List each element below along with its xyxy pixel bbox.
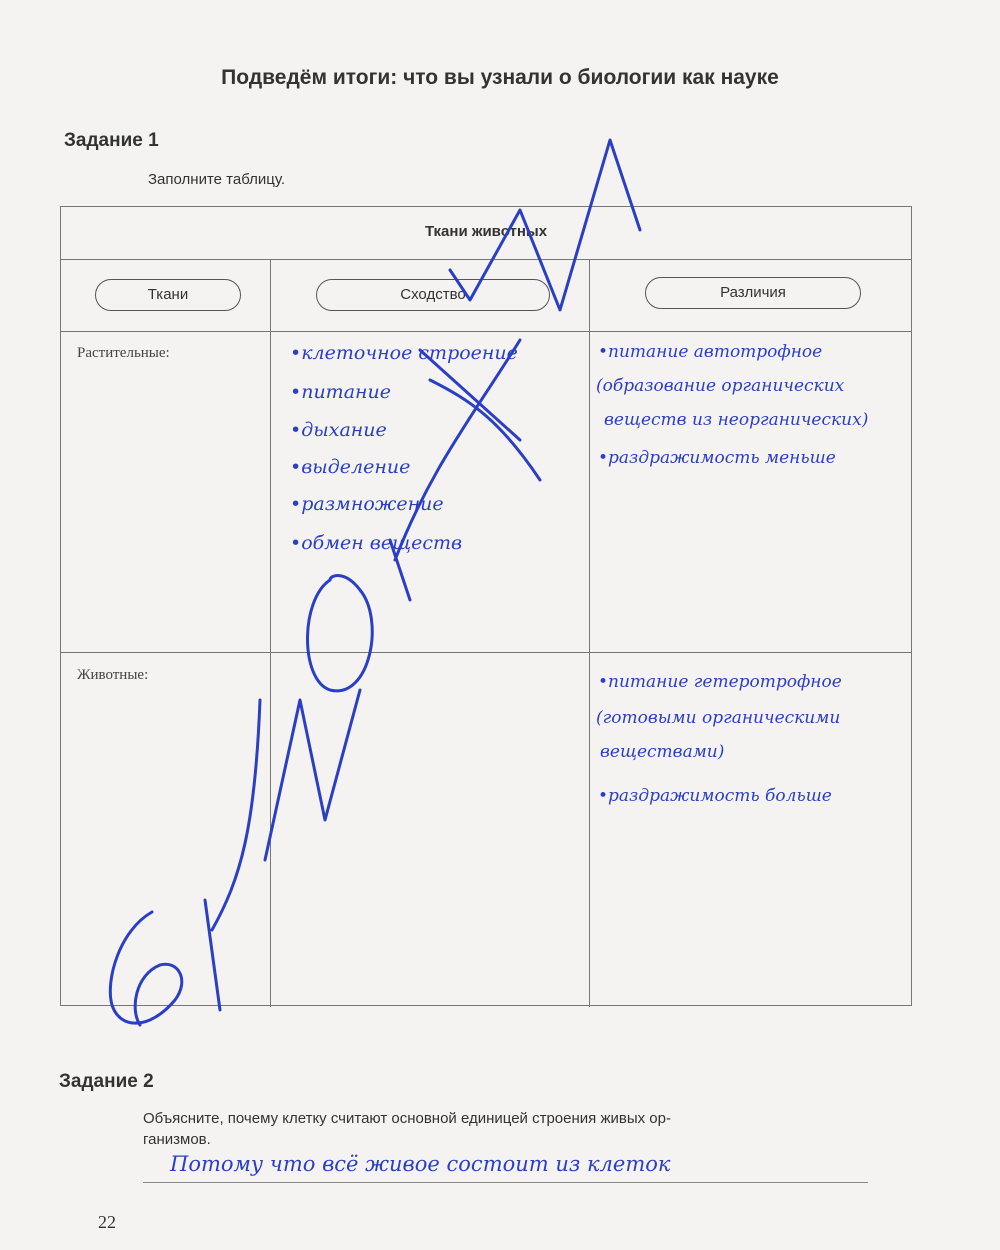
handwritten-difference: веществ из неорганических) [604,410,869,430]
handwritten-similarity: •дыхание [290,419,387,441]
task2-question-continued: ганизмов. [143,1131,211,1148]
handwritten-similarity: •обмен веществ [290,532,463,554]
page-title: Подведём итоги: что вы узнали о биологии как науке [221,66,779,89]
handwritten-difference: веществами) [600,742,725,762]
handwritten-difference: •питание гетеротрофное [598,672,842,692]
task1-heading: Задание 1 [64,130,159,151]
task2-heading: Задание 2 [59,1071,154,1092]
handwritten-similarity: •питание [290,381,392,403]
page-number: 22 [98,1212,116,1232]
column-header-tissues: Ткани [95,279,241,311]
row-label-animal: Животные: [77,667,149,683]
column-header-differences: Различия [645,277,861,309]
handwritten-difference: (образование органических [596,376,845,396]
handwritten-answer: Потому что всё живое состоит из клеток [170,1152,671,1176]
task1-instruction: Заполните таблицу. [148,171,286,188]
task2-question: Объясните, почему клетку считают основной единицей строения живых ор- [143,1110,671,1127]
handwritten-similarity: •клеточное строение [290,342,518,364]
handwritten-difference: •раздражимость больше [598,786,832,806]
table-title: Ткани животных [424,223,548,240]
column-header-similarity: Сходство [316,279,550,311]
handwritten-difference: •раздражимость меньше [598,448,836,468]
handwritten-difference: •питание автотрофное [598,342,823,362]
handwritten-similarity: •выделение [290,456,411,478]
handwritten-difference: (готовыми органическими [596,708,841,728]
handwritten-similarity: •размножение [290,493,444,515]
row-label-plant: Растительные: [77,345,170,361]
answer-line [143,1182,868,1183]
